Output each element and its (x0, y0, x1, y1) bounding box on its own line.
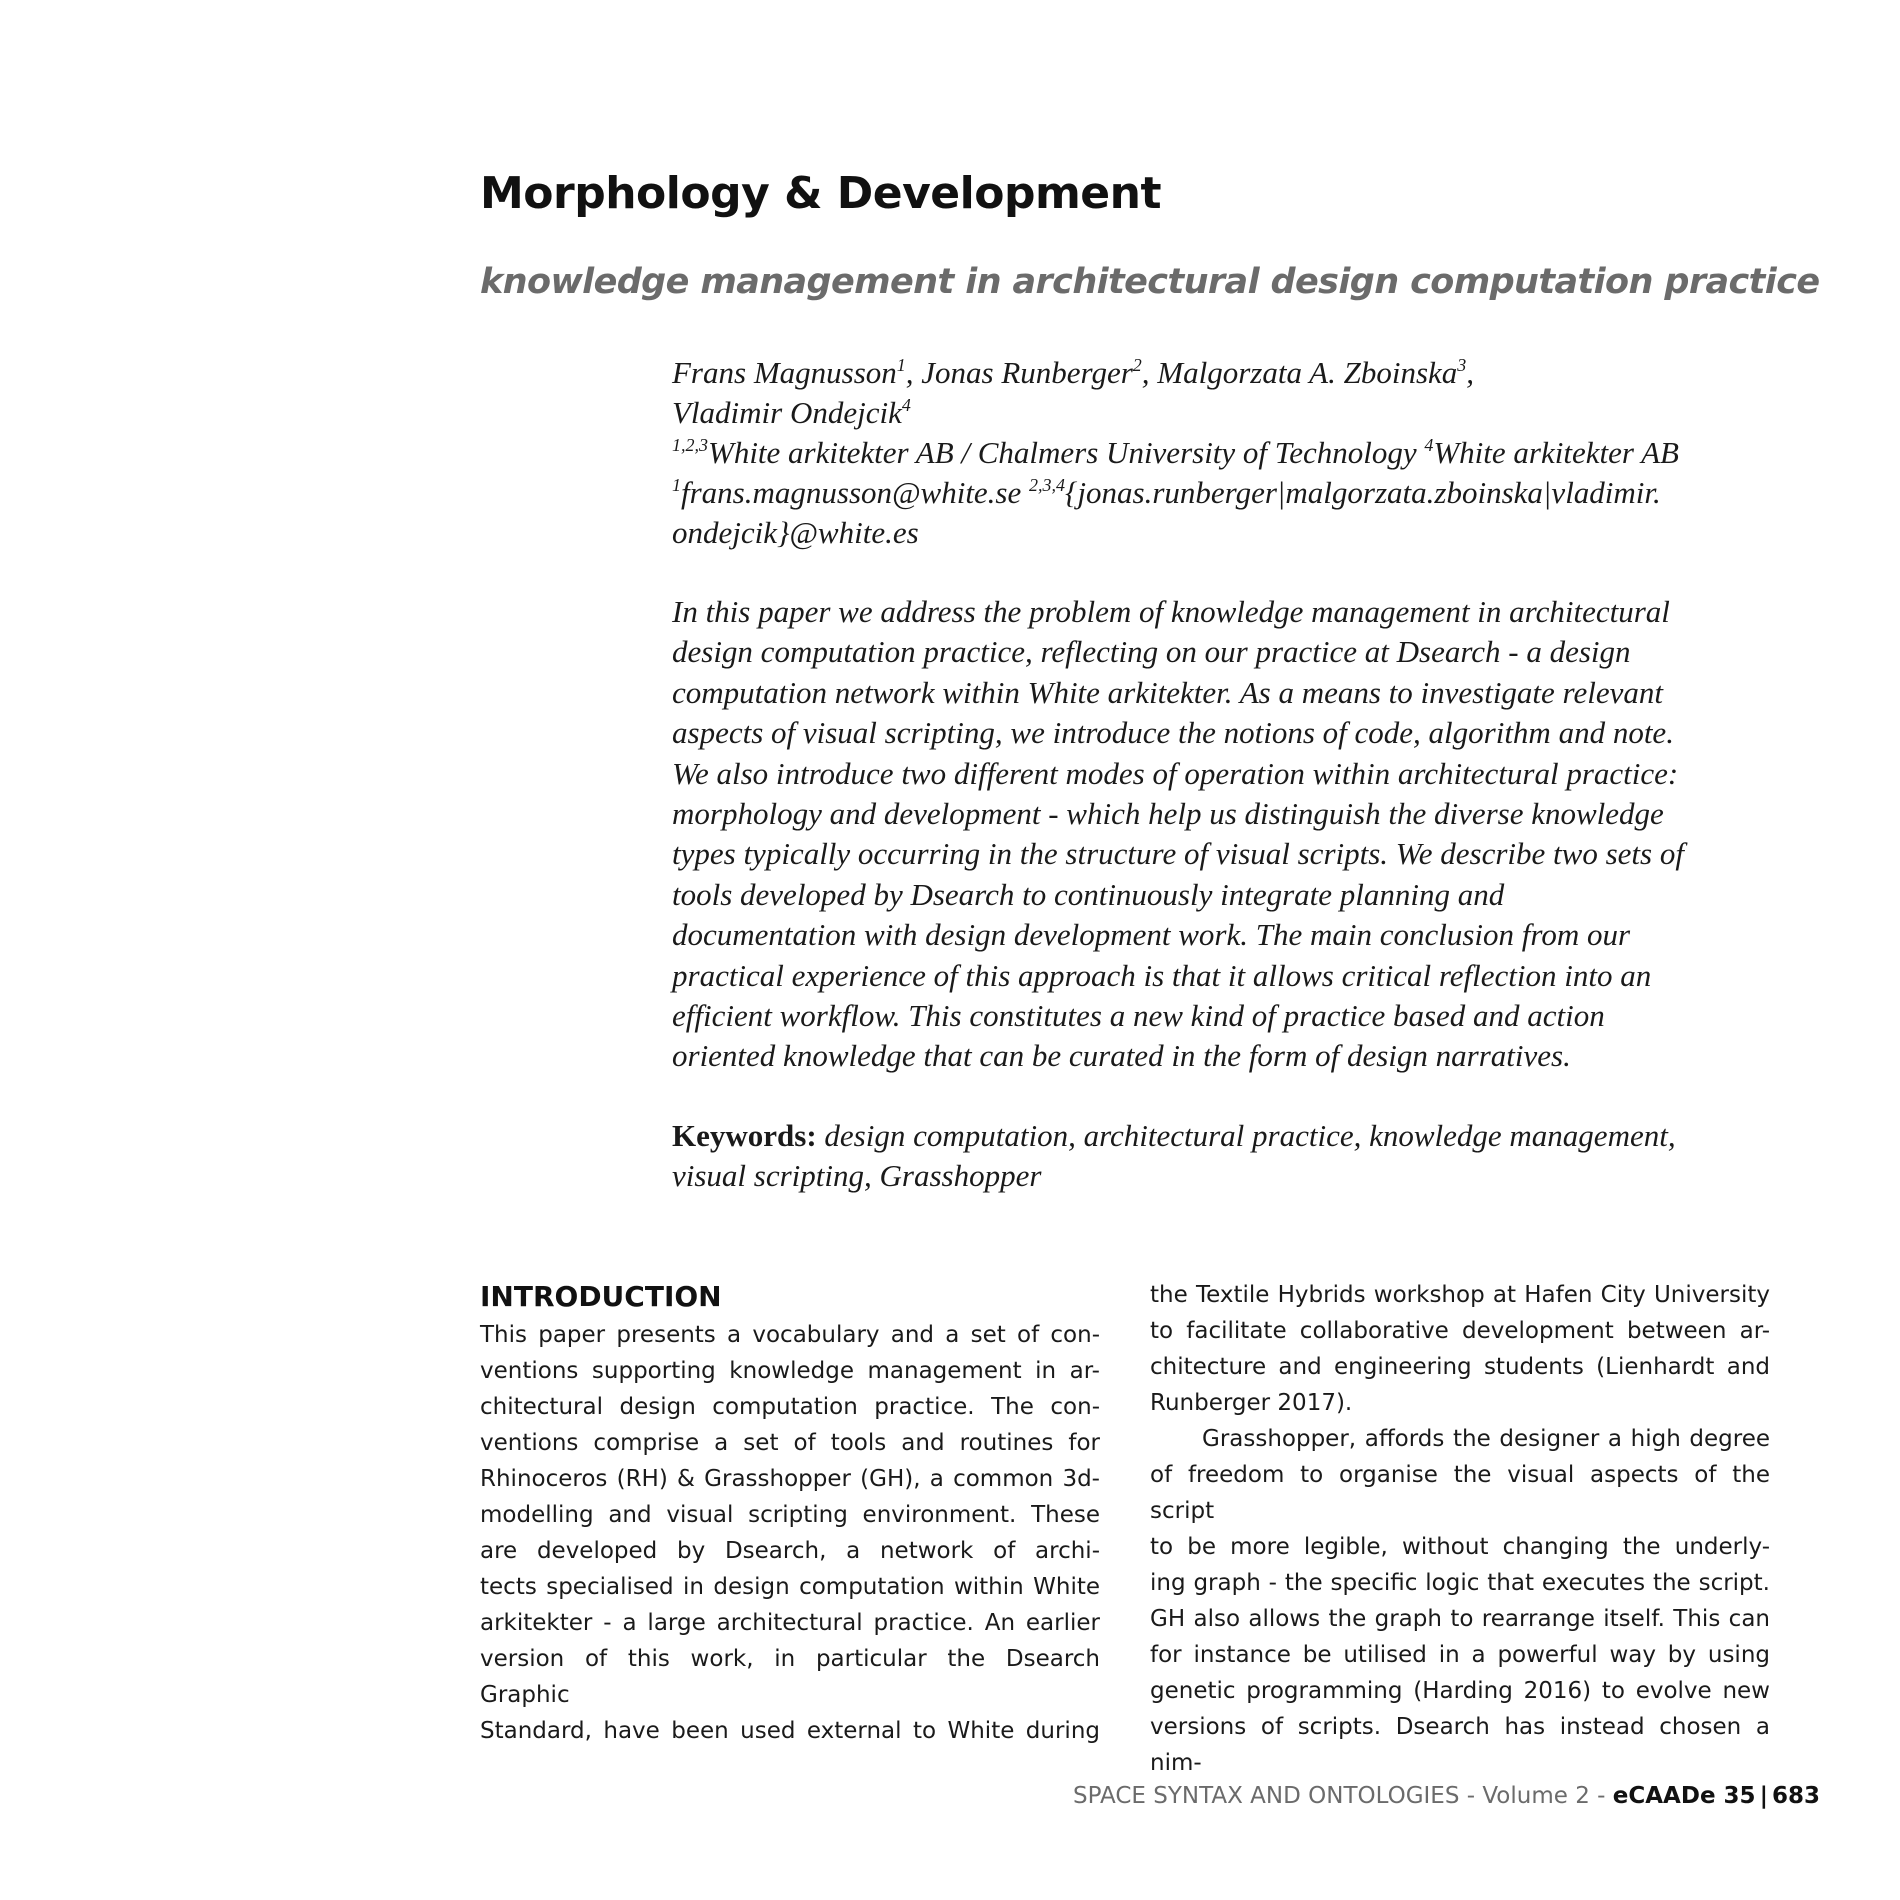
author-2-affil: 2 (1132, 355, 1142, 375)
footer-section: SPACE SYNTAX AND ONTOLOGIES - Volume 2 - (1073, 1783, 1613, 1809)
abstract-line: types typically occurring in the structure of visual scripts. We describe two sets of (672, 836, 1684, 872)
body-line: chitecture and engineering students (Lienhardt and (1150, 1354, 1770, 1380)
abstract-line: oriented knowledge that can be curated in the form of design narratives. (672, 1038, 1571, 1074)
keywords-line-1 (672, 1116, 1792, 1156)
body-line: Standard, have been used external to White during (480, 1718, 1100, 1744)
abstract-line: morphology and development - which help us distinguish the diverse knowledge (672, 796, 1664, 832)
body-line: genetic programming (Harding 2016) to evolve new (1150, 1678, 1770, 1704)
author-1-affil: 1 (896, 355, 906, 375)
abstract (672, 592, 1792, 1077)
email-2-marker: 2,3,4 (1029, 475, 1066, 495)
body-line: ventions supporting knowledge management in ar- (480, 1358, 1100, 1384)
email-line-1 (672, 473, 1792, 513)
body-line: chitectural design computation practice. The con- (480, 1394, 1100, 1420)
body-line: version of this work, in particular the Dsearch Graphic (480, 1646, 1100, 1708)
abstract-line: efficient workflow. This constitutes a new kind of practice based and action (672, 998, 1605, 1034)
affiliation-line (672, 433, 1792, 473)
affiliation-2: White arkitekter AB (1433, 435, 1679, 470)
body-line: are developed by Dsearch, a network of archi- (480, 1538, 1100, 1564)
email-2: {jonas.runberger|malgorzata.zboinska|vladimir. (1065, 475, 1661, 510)
footer-conference: eCAADe 35 (1612, 1783, 1756, 1809)
abstract-line: tools developed by Dsearch to continuously integrate planning and (672, 876, 1505, 912)
body-column-right (1150, 1277, 1770, 1781)
page-footer (1073, 1783, 1820, 1809)
body-line: modelling and visual scripting environment. These (480, 1502, 1100, 1528)
body-line: to facilitate collaborative development between ar- (1150, 1318, 1770, 1344)
keywords-line-2: visual scripting, Grasshopper (672, 1158, 1042, 1193)
author-block (672, 353, 1792, 553)
paper-subtitle: knowledge management in architectural design computation practice (480, 262, 1820, 302)
email-line-2: ondejcik}@white.es (672, 515, 919, 550)
body-line: GH also allows the graph to rearrange itself. This can (1150, 1606, 1770, 1632)
body-line: This paper presents a vocabulary and a set of con- (480, 1322, 1100, 1348)
body-line: ventions comprise a set of tools and routines for (480, 1430, 1100, 1456)
abstract-line: documentation with design development work. The main conclusion from our (672, 917, 1631, 953)
body-line: ing graph - the specific logic that executes the script. (1150, 1570, 1770, 1596)
abstract-line: aspects of visual scripting, we introduce the notions of code, algorithm and note. (672, 715, 1674, 751)
keywords (672, 1116, 1792, 1196)
body-line: Rhinoceros (RH) & Grasshopper (GH), a common 3d- (480, 1466, 1100, 1492)
body-line: of freedom to organise the visual aspects of the script (1150, 1462, 1770, 1524)
body-line: Runberger 2017). (1150, 1390, 1353, 1416)
affiliation-1-marker: 1,2,3 (672, 435, 708, 455)
body-line: for instance be utilised in a powerful way by using (1150, 1642, 1770, 1668)
footer-separator: | (1759, 1783, 1768, 1809)
body-line: arkitekter - a large architectural practice. An earlier (480, 1610, 1100, 1636)
author-line-2 (672, 393, 1792, 433)
author-4-affil: 4 (901, 395, 911, 415)
affiliation-1: White arkitekter AB / Chalmers University of Technology (708, 435, 1425, 470)
email-1-marker: 1 (672, 475, 681, 495)
author-line-1-tail: , (1466, 355, 1475, 390)
body-line: Grasshopper, affords the designer a high degree (1202, 1426, 1770, 1452)
body-column-left (480, 1277, 1100, 1749)
author-1: Frans Magnusson (672, 355, 897, 390)
section-heading-introduction: INTRODUCTION (480, 1280, 722, 1313)
abstract-line: practical experience of this approach is that it allows critical reflection into an (672, 957, 1652, 993)
body-line: tects specialised in design computation within White (480, 1574, 1100, 1600)
abstract-line: We also introduce two different modes of operation within architectural practice: (672, 755, 1679, 791)
page-number: 683 (1771, 1783, 1820, 1809)
paper-title: Morphology & Development (480, 168, 1161, 219)
body-line: to be more legible, without changing the underly- (1150, 1534, 1770, 1560)
body-line: versions of scripts. Dsearch has instead chosen a nim- (1150, 1714, 1770, 1776)
abstract-line: In this paper we address the problem of knowledge management in architectural (672, 594, 1670, 629)
author-4: Vladimir Ondejcik (672, 395, 902, 430)
affiliation-2-marker: 4 (1424, 435, 1434, 455)
abstract-line: computation network within White arkitekter. As a means to investigate relevant (672, 674, 1663, 710)
author-line-1 (672, 353, 1792, 393)
keywords-label: Keywords: (672, 1118, 817, 1153)
author-3: , Malgorzata A. Zboinska (1141, 355, 1458, 390)
email-1: frans.magnusson@white.se (681, 475, 1030, 510)
keywords-list: design computation, architectural practice, knowledge management, (816, 1118, 1676, 1153)
body-line: the Textile Hybrids workshop at Hafen City University (1150, 1282, 1770, 1308)
author-3-affil: 3 (1457, 355, 1467, 375)
author-2: , Jonas Runberger (905, 355, 1133, 390)
abstract-line: design computation practice, reflecting on our practice at Dsearch - a design (672, 634, 1631, 670)
